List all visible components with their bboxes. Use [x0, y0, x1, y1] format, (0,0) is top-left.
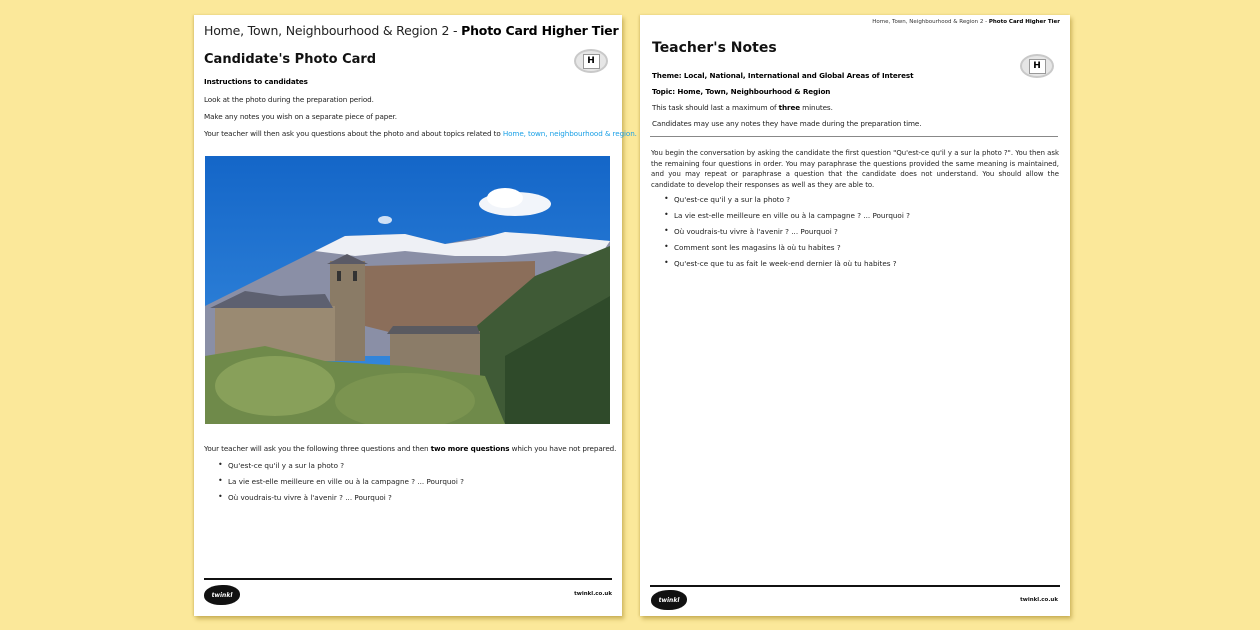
- twinkl-logo-icon: twinkl: [204, 585, 240, 605]
- candidate-photo-card-page: [194, 15, 637, 616]
- candidate-question-list: [218, 461, 464, 509]
- footer-site-text: twinkl.co.uk: [1020, 597, 1058, 603]
- higher-tier-badge-icon: H: [1020, 54, 1054, 78]
- page-header-title: Home, Town, Neighbourhood & Region 2 - Photo Card Higher Tier: [872, 19, 1060, 25]
- mountain-village-photo: [205, 156, 610, 424]
- instruction-line: Your teacher will then ask you questions about the photo and about topics related to Home, town, neighbourhood & region.: [204, 129, 637, 138]
- instruction-line: Make any notes you wish on a separate piece of paper.: [204, 112, 397, 121]
- teacher-question-list: [664, 195, 910, 275]
- teachers-notes-title: Teacher's Notes: [652, 40, 777, 56]
- question-item: • Où voudrais-tu vivre à l'avenir ? ... Pourquoi ?: [218, 493, 464, 509]
- theme-line: Theme: Local, National, International and Global Areas of Interest: [652, 71, 914, 80]
- question-item: • La vie est-elle meilleure en ville ou à la campagne ? ... Pourquoi ?: [218, 477, 464, 493]
- teachers-notes-page: [640, 15, 1070, 616]
- question-item: • Qu'est-ce qu'il y a sur la photo ?: [664, 195, 910, 211]
- teacher-instructions-paragraph: You begin the conversation by asking the candidate the first question "Qu'est-ce qu'il y a sur la photo ?". You then ask the remaining four questions in order. You may paraphrase the questions provided the same meaning is maintained, and you may repeat or paraphrase a question that the candidate does not understand. You should allow the candidate to develop their responses as well as they are able to.: [651, 149, 1059, 189]
- page-header-title: Home, Town, Neighbourhood & Region 2 - Photo Card Higher Tier: [204, 23, 619, 38]
- question-item: • Où voudrais-tu vivre à l'avenir ? ... Pourquoi ?: [664, 227, 910, 243]
- footer-divider: [650, 585, 1060, 587]
- twinkl-logo-icon: twinkl: [651, 590, 687, 610]
- topic-link[interactable]: Home, town, neighbourhood & region.: [502, 129, 637, 138]
- question-item: • Qu'est-ce que tu as fait le week-end dernier là où tu habites ?: [664, 259, 910, 275]
- question-item: • La vie est-elle meilleure en ville ou à la campagne ? ... Pourquoi ?: [664, 211, 910, 227]
- duration-line: This task should last a maximum of three minutes.: [652, 103, 833, 112]
- higher-tier-badge-icon: H: [574, 49, 608, 73]
- section-divider: [650, 136, 1058, 137]
- question-item: • Comment sont les magasins là où tu habites ?: [664, 243, 910, 259]
- card-title: Candidate's Photo Card: [204, 52, 377, 67]
- instruction-line: Look at the photo during the preparation period.: [204, 95, 374, 104]
- questions-intro: Your teacher will ask you the following three questions and then two more questions which you have not prepared.: [204, 444, 617, 453]
- footer-divider: [204, 578, 612, 580]
- question-item: • Qu'est-ce qu'il y a sur la photo ?: [218, 461, 464, 477]
- topic-line: Topic: Home, Town, Neighbourhood & Region: [652, 87, 831, 96]
- notes-line: Candidates may use any notes they have made during the preparation time.: [652, 119, 922, 128]
- instructions-heading: Instructions to candidates: [204, 77, 308, 86]
- footer-site-text: twinkl.co.uk: [574, 591, 612, 597]
